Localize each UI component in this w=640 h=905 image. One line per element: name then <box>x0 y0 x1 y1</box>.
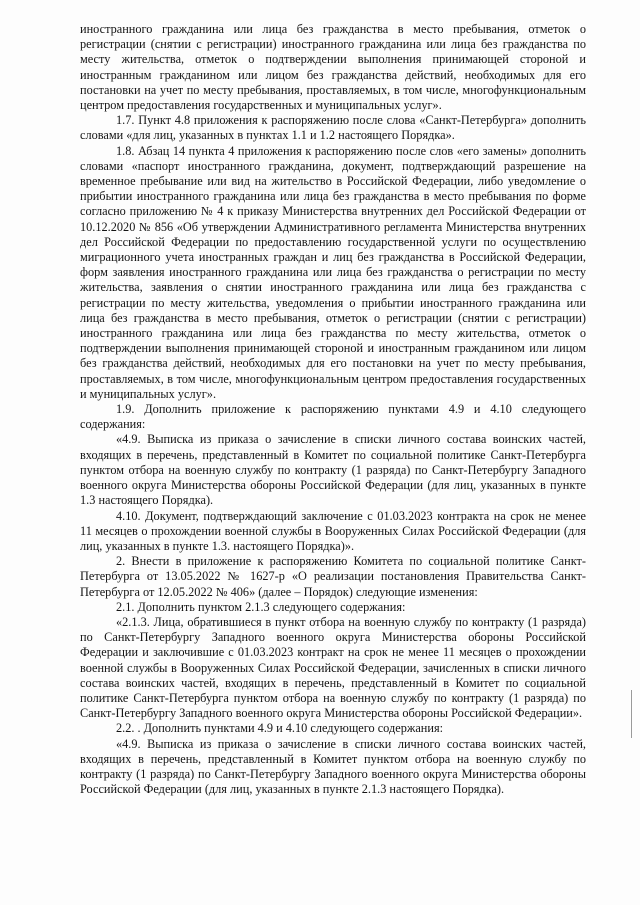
paragraph-2: 2. Внести в приложение к распоряжению Комитета по социальной политике Санкт-Петербурга от 13.05.2022 № 1627-р «О реализации постановления Правительства Санкт-Петербурга от 12.05.2022 № 406» (далее – Порядок) следующие изменения: <box>80 554 586 599</box>
paragraph-continuation: иностранного гражданина или лица без гражданства в место пребывания, отметок о регистрации (снятии с регистрации) иностранного гражданина или лица без гражданства по месту жительства, отметок о подтверждении выполнения принимающей стороной и иностранным гражданином или лицом без гражданства действий, необходимых для его постановки на учет по месту пребывания, проставляемых, в том числе, многофункциональным центром предоставления государственных и муниципальных услуг». <box>80 22 586 113</box>
paragraph-1-7: 1.7. Пункт 4.8 приложения к распоряжению после слова «Санкт-Петербурга» дополнить словами «для лиц, указанных в пунктах 1.1 и 1.2 настоящего Порядка». <box>80 113 586 143</box>
paragraph-1-9: 1.9. Дополнить приложение к распоряжению пунктами 4.9 и 4.10 следующего содержания: <box>80 402 586 432</box>
scan-edge-mark <box>631 690 632 738</box>
document-body <box>80 22 586 797</box>
paragraph-4-9: «4.9. Выписка из приказа о зачисление в списки личного состава воинских частей, входящих в перечень, представленный в Комитет по социальной политике Санкт-Петербурга пунктом отбора на военную службу по контракту (1 разряда) по Санкт-Петербургу Западного военного округа Министерства обороны Российской Федерации (для лиц, указанных в пункте 1.3 настоящего Порядка). <box>80 432 586 508</box>
paragraph-2-1-3: «2.1.3. Лица, обратившиеся в пункт отбора на военную службу по контракту (1 разряда) по Санкт-Петербургу Западного военного округа Министерства обороны Российской Федерации и заключившие с 01.03.2023 контракт на срок не менее 11 месяцев о прохождении военной службы в Вооруженных Силах Российской Федерации, зачисленных в списки личного состава воинских частей, входящих в перечень, представленный в Комитет по социальной политике Санкт-Петербурга пунктом отбора на военную службу по контракту (1 разряда) по Санкт-Петербургу Западного военного округа Министерства обороны Российской Федерации». <box>80 614 586 721</box>
paragraph-1-8: 1.8. Абзац 14 пункта 4 приложения к распоряжению после слов «его замены» дополнить словами «паспорт иностранного гражданина, документ, подтверждающий разрешение на временное пребывание или вид на жительство в Российской Федерации, либо уведомление о прибытии иностранного гражданина или лица без гражданства в место пребывания по форме согласно приложению № 4 к приказу Министерства внутренних дел Российской Федерации от 10.12.2020 № 856 «Об утверждении Административного регламента Министерства внутренних дел Российской Федерации по предоставлению государственной услуги по осуществлению миграционного учета иностранных граждан и лиц без гражданства в Российской Федерации, форм заявления иностранного гражданина или лица без гражданства о регистрации по месту жительства, заявления о снятии иностранного гражданина или лица без гражданства с регистрации по месту жительства, уведомления о прибытии иностранного гражданина или лица без гражданства в место пребывания, отметок о регистрации (снятии с регистрации) иностранного гражданина или лица без гражданства по месту жительства, отметок о подтверждении выполнения принимающей стороной и иностранным гражданином или лицом без гражданства действий, необходимых для его постановки на учет по месту пребывания, проставляемых, в том числе, многофункциональным центром предоставления государственных и муниципальных услуг». <box>80 143 586 401</box>
paragraph-2-2: 2.2. . Дополнить пунктами 4.9 и 4.10 следующего содержания: <box>116 721 444 736</box>
paragraph-4-9-second: «4.9. Выписка из приказа о зачисление в списки личного состава воинских частей, входящих в перечень, представленный в Комитет пунктом отбора на военную службу по контракту (1 разряда) по Санкт-Петербургу Западного военного округа Министерства обороны Российской Федерации (для лиц, указанных в пункте 2.1.3 настоящего Порядка). <box>80 736 586 797</box>
paragraph-2-1: 2.1. Дополнить пунктом 2.1.3 следующего содержания: <box>116 599 406 614</box>
paragraph-4-10: 4.10. Документ, подтверждающий заключение с 01.03.2023 контракта на срок не менее 11 месяцев о прохождении военной службы в Вооруженных Силах Российской Федерации (для лиц, указанных в пункте 1.3. настоящего Порядка)». <box>80 508 586 553</box>
